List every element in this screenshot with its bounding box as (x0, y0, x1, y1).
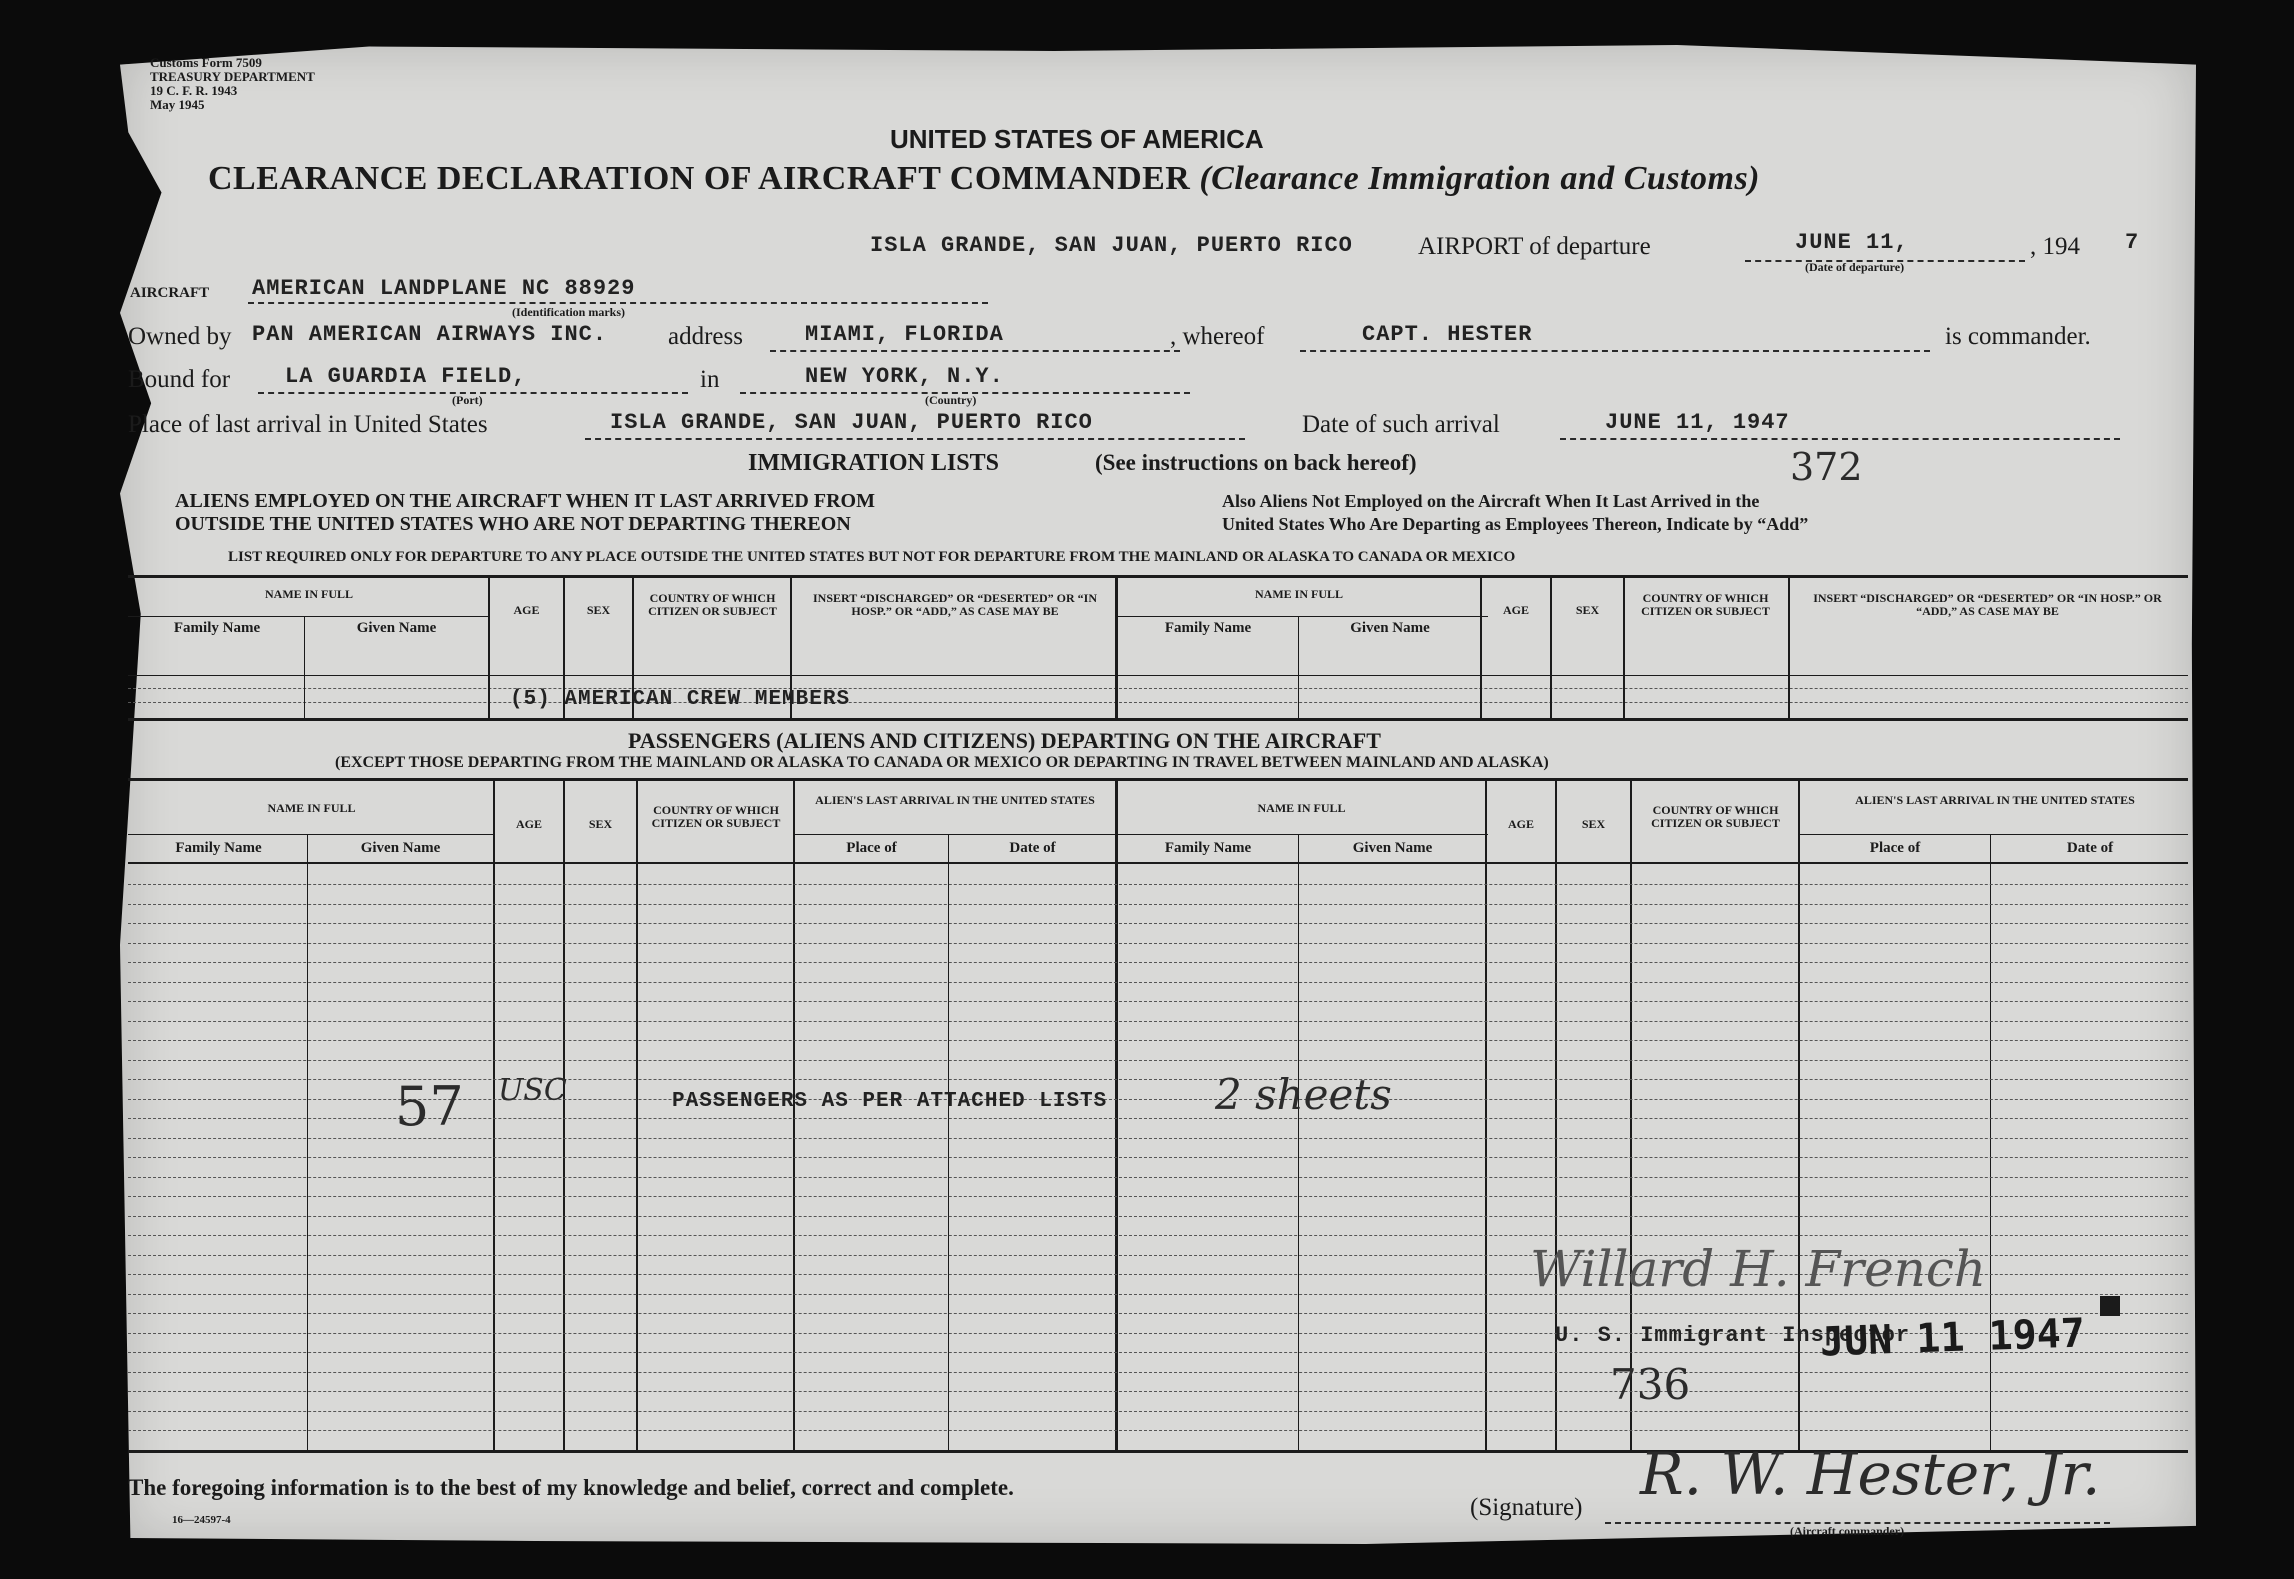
owner-whereof-label: , whereof (1170, 323, 1265, 350)
last-arrival-label: Place of last arrival in United States (128, 411, 488, 438)
crew-insert-right: INSERT “DISCHARGED” OR “DESERTED” OR “IN HOSP.” OR “ADD,” AS CASE MAY BE (1813, 591, 2162, 618)
signature-caption: (Aircraft commander) (1790, 1524, 1905, 1538)
aircraft-label: AIRCRAFT (130, 285, 210, 301)
list-required-note: LIST REQUIRED ONLY FOR DEPARTURE TO ANY PLACE OUTSIDE THE UNITED STATES BUT NOT FOR DEPARTURE FROM THE MAINLAND OR ALASKA TO CANADA OR MEXICO (228, 549, 1516, 565)
crew-v-8 (1480, 577, 1482, 720)
passenger-row-line (128, 1372, 2188, 1373)
passenger-row-line (128, 1196, 2188, 1197)
crew-given-name-left: Given Name (356, 620, 437, 636)
crew-row-line-1 (128, 688, 2188, 689)
form-number: Customs Form 7509 (150, 55, 262, 70)
pass-left-name-subrule (128, 834, 493, 835)
crew-name-header-right: NAME IN FULL (1254, 587, 1343, 601)
passenger-row-line (128, 1391, 2188, 1392)
form-title-sub: (Clearance Immigration and Customs) (1199, 160, 1760, 197)
pass-arrival-header-left: ALIEN'S LAST ARRIVAL IN THE UNITED STATES (815, 793, 1095, 807)
bound-port-caption: (Port) (452, 393, 483, 407)
passenger-row-line (128, 1157, 2188, 1158)
owner-address-label: address (668, 323, 743, 350)
handwritten-sheets: 2 sheets (1215, 1070, 1392, 1119)
passengers-entry: PASSENGERS AS PER ATTACHED LISTS (672, 1090, 1108, 1113)
passenger-row-line (128, 1430, 2188, 1431)
crew-country-left: COUNTRY OF WHICH CITIZEN OR SUBJECT (648, 591, 777, 618)
pass-name-header-left: NAME IN FULL (267, 801, 356, 815)
inspector-number: 736 (1610, 1360, 1691, 1409)
crew-left-name-subrule (128, 616, 488, 617)
crew-v-9 (1550, 577, 1552, 720)
form-department: TREASURY DEPARTMENT (150, 69, 315, 84)
passenger-row-line (128, 904, 2188, 905)
pass-country-left: COUNTRY OF WHICH CITIZEN OR SUBJECT (651, 803, 781, 830)
crew-age-right: AGE (1502, 603, 1529, 617)
passenger-row-line (128, 884, 2188, 885)
punch-mark (2100, 1296, 2120, 1316)
crew-insert-left: INSERT “DISCHARGED” OR “DESERTED” OR “IN HOSP.” OR “ADD,” AS CASE MAY BE (813, 591, 1097, 618)
crew-age-left: AGE (513, 603, 540, 617)
immigration-title: IMMIGRATION LISTS (748, 450, 999, 476)
crew-v-2 (488, 577, 490, 720)
passenger-row-line (128, 1021, 2188, 1022)
commander-signature: R. W. Hester, Jr. (1640, 1440, 2101, 1508)
form-number-block (150, 56, 315, 112)
pass-v-1 (307, 834, 308, 1452)
aliens-right-heading-line2: United States Who Are Departing as Employees Thereon, Indicate by “Add” (1222, 514, 1809, 534)
crew-right-name-subrule (1118, 616, 1488, 617)
passenger-row-line (128, 1177, 2188, 1178)
passenger-row-line (128, 1313, 2188, 1314)
passenger-row-line (128, 943, 2188, 944)
form-title (208, 160, 1760, 198)
last-arrival-date-value: JUNE 11, 1947 (1605, 410, 1790, 435)
bound-port-value: LA GUARDIA FIELD, (285, 364, 527, 389)
commander-value: CAPT. HESTER (1362, 322, 1533, 347)
passenger-row-line (128, 923, 2188, 924)
aircraft-value: AMERICAN LANDPLANE NC 88929 (252, 276, 636, 301)
crew-entry: (5) AMERICAN CREW MEMBERS (510, 688, 851, 711)
departure-year-digit: 7 (2125, 230, 2140, 255)
last-arrival-value: ISLA GRANDE, SAN JUAN, PUERTO RICO (610, 410, 1093, 435)
passenger-row-line (128, 1235, 2188, 1236)
pass-name-header-right: NAME IN FULL (1257, 801, 1346, 815)
aliens-right-heading (1222, 490, 1808, 536)
handwritten-usc: USC (498, 1073, 567, 1108)
departure-date-value: JUNE 11, (1795, 230, 1909, 255)
crew-table-header-rule (128, 675, 2188, 676)
immigration-handwritten-number: 372 (1790, 445, 1863, 489)
passenger-row-line (128, 1216, 2188, 1217)
passenger-row-line (128, 1001, 2188, 1002)
aliens-left-heading-line2: OUTSIDE THE UNITED STATES WHO ARE NOT DEPARTING THEREON (175, 513, 851, 535)
footer-statement: The foregoing information is to the best of my knowledge and belief, correct and complete. (128, 1475, 1014, 1500)
pass-date-of-right: Date of (2066, 840, 2114, 856)
bound-country-caption: (Country) (925, 393, 977, 407)
aliens-left-heading-line1: ALIENS EMPLOYED ON THE AIRCRAFT WHEN IT LAST ARRIVED FROM (175, 490, 875, 512)
passenger-row-line (128, 1040, 2188, 1041)
bound-country-value: NEW YORK, N.Y. (805, 364, 1004, 389)
pass-age-right: AGE (1507, 817, 1534, 831)
owner-label: Owned by (128, 323, 232, 350)
form-cfr: 19 C. F. R. 1943 (150, 83, 238, 98)
crew-table-bottom-border (128, 718, 2188, 721)
crew-family-name-right: Family Name (1164, 620, 1252, 636)
pass-given-name-left: Given Name (360, 840, 441, 856)
inspector-signature: Willard H. French (1530, 1240, 1987, 1298)
crew-table-top-border (128, 575, 2188, 578)
aliens-left-heading (175, 490, 875, 536)
aircraft-caption: (Identification marks) (512, 305, 625, 319)
bound-label: Bound for (128, 366, 231, 393)
crew-sex-right: SEX (1575, 603, 1600, 617)
crew-v-11 (1788, 577, 1790, 720)
pass-family-name-left: Family Name (175, 840, 262, 856)
pass-family-name-right: Family Name (1164, 840, 1252, 856)
pass-right-name-subrule (1118, 834, 1488, 835)
crew-given-name-right: Given Name (1350, 620, 1430, 636)
inspector-title: U. S. Immigrant Inspector (1555, 1323, 1911, 1348)
crew-sex-left: SEX (586, 603, 611, 617)
signature-label: (Signature) (1470, 1494, 1583, 1521)
country-heading: UNITED STATES OF AMERICA (890, 124, 1264, 154)
pass-country-right: COUNTRY OF WHICH CITIZEN OR SUBJECT (1651, 803, 1780, 830)
passengers-title: PASSENGERS (ALIENS AND CITIZENS) DEPARTING ON THE AIRCRAFT (628, 728, 1381, 753)
passenger-row-line (128, 962, 2188, 963)
pass-place-of-left: Place of (846, 840, 897, 856)
pass-sex-left: SEX (588, 817, 613, 831)
crew-country-right: COUNTRY OF WHICH CITIZEN OR SUBJECT (1641, 591, 1770, 618)
pass-age-left: AGE (515, 817, 542, 831)
pass-date-of-left: Date of (1009, 840, 1056, 856)
form-title-main: CLEARANCE DECLARATION OF AIRCRAFT COMMANDER (208, 160, 1191, 197)
pass-right-arrival-subrule (1800, 834, 2188, 835)
departure-date-caption: (Date of departure) (1805, 260, 1905, 274)
pass-place-of-right: Place of (1869, 840, 1921, 856)
owner-value: PAN AMERICAN AIRWAYS INC. (252, 322, 608, 347)
pass-arrival-header-right: ALIEN'S LAST ARRIVAL IN THE UNITED STATES (1855, 793, 2135, 807)
crew-name-header-left: NAME IN FULL (264, 587, 353, 601)
footer-print-code: 16—24597-4 (172, 1514, 231, 1526)
pass-table-top-border (128, 778, 2188, 781)
immigration-instructions: (See instructions on back hereof) (1095, 450, 1417, 475)
last-arrival-date-label: Date of such arrival (1302, 411, 1500, 438)
passenger-row-line (128, 1060, 2188, 1061)
inspector-date-stamp: JUN 11 1947 (1819, 1310, 2086, 1366)
pass-given-name-right: Given Name (1352, 840, 1433, 856)
pass-left-arrival-subrule (793, 834, 1115, 835)
pass-v-8 (1298, 834, 1299, 1452)
crew-v-10 (1623, 577, 1625, 720)
crew-family-name-left: Family Name (173, 620, 261, 636)
pass-sex-right: SEX (1581, 817, 1606, 831)
aliens-right-heading-line1: Also Aliens Not Employed on the Aircraft When It Last Arrived in the (1222, 491, 1760, 511)
crew-v-7 (1298, 616, 1299, 720)
pass-v-6 (948, 834, 949, 1452)
departure-airport-label: AIRPORT of departure (1418, 233, 1651, 260)
passenger-row-line (128, 1411, 2188, 1412)
handwritten-count: 57 (395, 1075, 464, 1138)
departure-year-prefix: , 194 (2030, 233, 2080, 260)
owner-address-value: MIAMI, FLORIDA (805, 322, 1004, 347)
passenger-row-line (128, 982, 2188, 983)
crew-row-line-2 (128, 702, 2188, 703)
passenger-row-line (128, 1138, 2188, 1139)
pass-table-header-rule (128, 862, 2188, 864)
commander-label: is commander. (1945, 323, 2091, 350)
bound-in-label: in (700, 366, 720, 393)
passengers-subtitle: (EXCEPT THOSE DEPARTING FROM THE MAINLAND OR ALASKA TO CANADA OR MEXICO OR DEPARTING IN TRAVEL BETWEEN MAINLAND AND ALASKA) (335, 754, 1549, 771)
form-date: May 1945 (150, 97, 205, 112)
departure-airport-value: ISLA GRANDE, SAN JUAN, PUERTO RICO (870, 233, 1353, 258)
